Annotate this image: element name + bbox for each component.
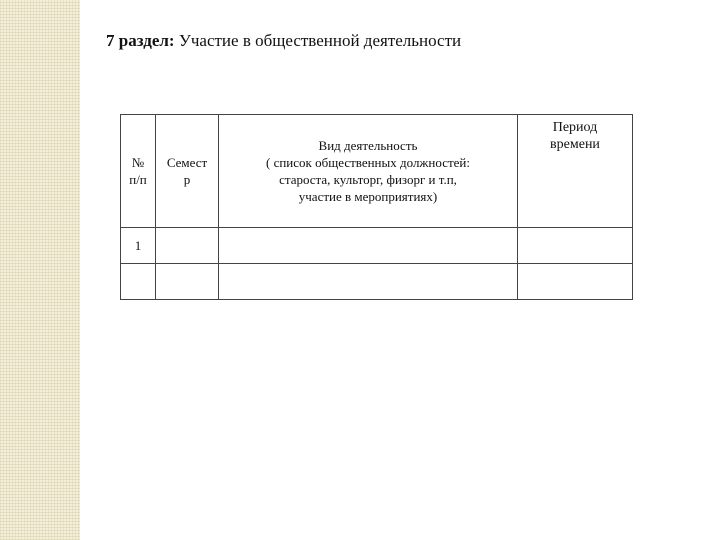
header-activity-line-2: ( список общественных должностей: bbox=[266, 155, 470, 170]
row-activity-cell bbox=[219, 264, 518, 300]
table-row bbox=[121, 228, 633, 264]
header-period-line-2: времени bbox=[550, 137, 600, 152]
row-activity-cell bbox=[219, 228, 518, 264]
row-semester-cell bbox=[156, 264, 219, 300]
table-header-row bbox=[121, 115, 633, 228]
section-heading bbox=[106, 31, 461, 51]
row-period-cell bbox=[518, 228, 633, 264]
table-row bbox=[121, 264, 633, 300]
header-semester-line-1: Семест bbox=[166, 155, 208, 170]
header-activity-line-4: участие в мероприятиях) bbox=[298, 189, 438, 204]
row-period-cell bbox=[518, 264, 633, 300]
header-number bbox=[121, 115, 156, 228]
row-semester-cell bbox=[156, 228, 219, 264]
header-semester bbox=[156, 115, 219, 228]
header-activity bbox=[219, 115, 518, 228]
header-activity-line-1: Вид деятельность bbox=[318, 138, 418, 153]
row-number-cell: 1 bbox=[121, 228, 156, 264]
row-number-cell bbox=[121, 264, 156, 300]
header-number-line-2: п/п bbox=[129, 172, 147, 187]
header-period-line-1: Период bbox=[552, 120, 598, 135]
header-number-line-1: № bbox=[131, 155, 145, 170]
section-number-label: 7 раздел: bbox=[106, 31, 175, 50]
header-semester-line-2: р bbox=[183, 172, 191, 187]
header-activity-line-3: староста, культорг, физорг и т.п, bbox=[279, 172, 457, 187]
activity-table bbox=[120, 114, 633, 300]
section-title: Участие в общественной деятельности bbox=[174, 31, 462, 50]
header-period bbox=[518, 115, 633, 228]
decorative-side-strip bbox=[0, 0, 80, 540]
